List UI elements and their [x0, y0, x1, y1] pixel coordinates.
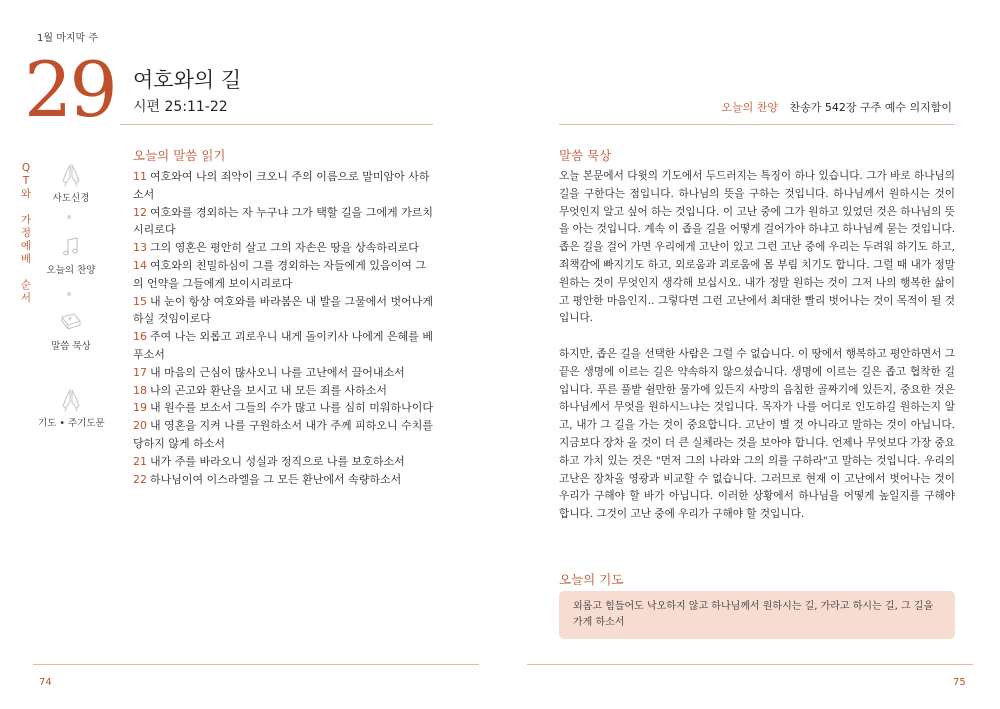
step-apostles-creed: [38, 163, 104, 204]
verse-number: 14: [133, 258, 147, 272]
verse-text: 그의 영혼은 평안히 살고 그의 자손은 땅을 상속하리로다: [150, 241, 419, 255]
verse: [133, 328, 433, 364]
meditation-body: [559, 168, 955, 542]
verse: [133, 471, 433, 489]
step-separator-dot: [67, 215, 71, 219]
step-word-meditation: [38, 311, 104, 352]
verse-number: 21: [133, 454, 147, 468]
verse: [133, 293, 433, 329]
step-label: 기도 • 주기도문: [38, 418, 105, 429]
praying-hands-icon: [60, 163, 82, 187]
prayer-text: 외롭고 힘들어도 낙오하지 않고 하나님께서 원하시는 길, 가라고 하시는 길, 그 길을 가게 하소서: [573, 601, 934, 628]
step-prayer-lords-prayer: [38, 388, 104, 429]
verse-number: 16: [133, 330, 147, 344]
verse-number: 20: [133, 419, 147, 433]
hymn-info: [721, 99, 952, 115]
verse: [133, 399, 433, 417]
prayer-heading: 오늘의 기도: [559, 572, 624, 587]
verse-number: 11: [133, 170, 147, 183]
step-todays-hymn: [38, 235, 104, 276]
verse: [133, 453, 433, 471]
verse-text: 주여 나는 외롭고 괴로우니 내게 돌이키사 나에게 은혜를 베푸소서: [133, 330, 433, 361]
verse-text: 여호와를 경외하는 자 누구냐 그가 택할 길을 그에게 가르치시리로다: [133, 205, 433, 237]
verse-text: 내 눈이 항상 여호와를 바라봄은 내 발을 그물에서 벗어나게 하실 것임이로다: [133, 294, 433, 326]
verse-number: 19: [133, 401, 147, 415]
verse: [133, 417, 433, 453]
page-title: 여호와의 길: [133, 68, 242, 92]
step-label: 오늘의 찬양: [46, 265, 96, 276]
verse-text: 내 마음의 근심이 많사오니 나를 고난에서 끌어내소서: [150, 365, 405, 379]
page-number-left: 74: [39, 677, 52, 688]
prayer-box: [559, 591, 955, 639]
verse: [133, 204, 433, 240]
meditation-heading: 말씀 묵상: [559, 148, 612, 163]
verse-text: 내가 주를 바라오니 성실과 정직으로 나를 보호하소서: [150, 454, 405, 468]
verse-number: 22: [133, 472, 147, 486]
verse-number: 12: [133, 205, 147, 219]
verse-text: 나의 곤고와 환난을 보시고 내 모든 죄를 사하소서: [150, 383, 387, 397]
verse-text: 내 영혼을 지켜 나를 구원하소서 내가 주께 피하오니 수치를 당하지 않게 하소서: [133, 419, 433, 450]
verse: [133, 239, 433, 257]
verse-text: 하나님이여 이스라엘을 그 모든 환난에서 속량하소서: [150, 472, 402, 486]
page-number-right: 75: [953, 677, 966, 688]
step-separator-dot: [67, 292, 71, 296]
reading-heading: 오늘의 말씀 읽기: [133, 148, 226, 163]
day-number: 29: [24, 45, 115, 134]
meditation-paragraph: 하지만, 좁은 길을 선택한 사람은 그럴 수 없습니다. 이 땅에서 행복하고 평안하면서 그 끝은 생명에 이르는 길은 약속하지 않으셨습니다. 생명에 이르는 길은 좁고 협착한 길입니다. 푸른 풀밭 쉴만한 물가에 있든지 사망의 음침한 골짜기에 있든지, 중요한 것은 하나님께서 무엇을 원하시느냐는 것입니다. 목자가 나를 어디로 인도하길 원하는지 알고, 내가 그 길을 가는 것이 중요합니다. 고난이 별 것 아니라고 말하는 것이 아닙니다. 지금보다 장차 올 것이 더 큰 실체라는 것을 보아야 합니다. 언제나 무엇보다 가장 중요하고 가치 있는 것은 "먼저 그의 나라와 그의 의를 구하라"고 말하는 것입니다. 우리의 고난은 장차올 영광과 비교할 수 없습니다. 그러므로 현재 이 고난에서 벗어나는 것이 우리가 구해야 할 바가 아닙니다. 이러한 상황에서 하나님을 어떻게 높일지를 구해야 합니다. 그것이 고난 중에 우리가 구해야 할 것입니다.: [559, 347, 955, 521]
right-footer-rule: [527, 664, 973, 665]
verse-text: 여호와의 친밀하심이 그를 경외하는 자들에게 있음이여 그의 언약을 그들에게 보이시리로다: [133, 258, 427, 290]
verse-number: 18: [133, 383, 147, 397]
verse-list: [133, 168, 433, 488]
verse-number: 17: [133, 365, 147, 379]
verse-text: 여호와여 나의 죄악이 크오니 주의 이름으로 말미암아 사하소서: [133, 170, 430, 201]
hymn-value: 찬송가 542장 구주 예수 의지함이: [789, 101, 952, 114]
step-label: 말씀 묵상: [51, 341, 91, 352]
verse: [133, 168, 433, 204]
verse: [133, 382, 433, 400]
step-label: 사도신경: [52, 193, 90, 204]
week-label: 1월 마지막 주: [37, 33, 99, 44]
hymn-label: 오늘의 찬양: [721, 101, 778, 114]
right-header-rule: [559, 124, 955, 125]
bible-icon: [59, 311, 83, 335]
verse-text: 내 원수를 보소서 그들의 수가 많고 나를 심히 미워하나이다: [150, 401, 433, 415]
verse-number: 15: [133, 294, 147, 308]
verse: [133, 257, 433, 293]
vertical-order-label: Q T 와 가 정 예 배 순 서: [20, 162, 32, 304]
praying-hands-icon: [60, 388, 82, 412]
left-footer-rule: [33, 664, 479, 665]
left-header-rule: [120, 124, 433, 125]
verse: [133, 364, 433, 382]
music-note-icon: [60, 235, 82, 259]
meditation-paragraph: 오늘 본문에서 다윗의 기도에서 두드러지는 특징이 하나 있습니다. 그가 바로 하나님의 길을 구한다는 점입니다. 하나님의 뜻을 구하는 것입니다. 하나님께서 원하시는 것이 무엇인지 알고 싶어 하는 것입니다. 이 고난 중에 그가 원하고 있었던 것은 하나님의 뜻을 아는 것입니다. 계속 이 좁을 길을 어떻게 걸어가야 하냐고 하나님께 묻는 것입니다. 좁은 길을 걸어 가면 우리에게 고난이 있고 그런 고난 중에 우리는 두려워 하기도 하고, 죄책감에 빠지기도 하고, 외로움과 괴로움에 몸 부림 치기도 합니다. 그럴 때 내가 정말 원하는 것이 무엇인지 생각해 보십시오. 내가 정말 원하는 것이 그저 나의 행복한 삶이고 평안한 마음인지.. 그렇다면 그런 고난에서 최대한 빨리 벗어나는 것이 목적이 될 것입니다.: [559, 170, 955, 325]
verse-number: 13: [133, 241, 147, 255]
scripture-reference: 시편 25:11-22: [133, 99, 228, 115]
